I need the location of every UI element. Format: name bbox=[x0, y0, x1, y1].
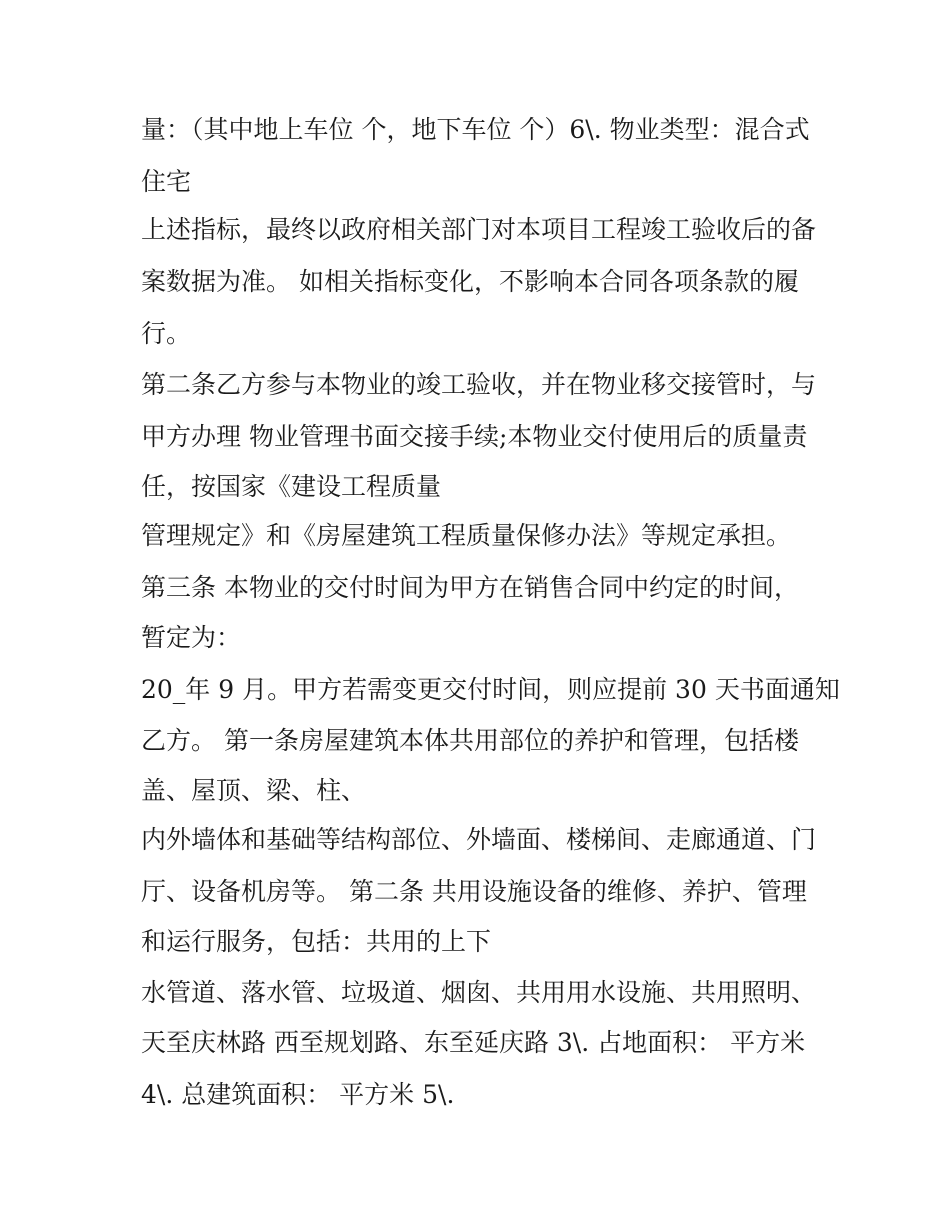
text-line: 水管道、落水管、垃圾道、烟囱、共用用水设施、共用照明、 bbox=[141, 978, 817, 1007]
text-line: 乙方。 第一条房屋建筑本体共用部位的养护和管理，包括楼 bbox=[141, 726, 799, 755]
text-line: 量：（其中地上车位 个，地下车位 个）6\. 物业类型：混合式 bbox=[141, 115, 810, 144]
text-line: 盖、屋顶、梁、柱、 bbox=[141, 776, 367, 805]
text-line: 甲方办理 物业管理书面交接手续;本物业交付使用后的质量责 bbox=[141, 422, 808, 451]
text-line: 内外墙体和基础等结构部位、外墙面、楼梯间、走廊通道、门 bbox=[141, 825, 817, 854]
text-line: 4\. 总建筑面积： 平方米 5\. bbox=[141, 1080, 455, 1109]
text-line: 20_年 9 月。甲方若需变更交付时间，则应提前 30 天书面通知 bbox=[141, 675, 840, 704]
text-line: 第二条乙方参与本物业的竣工验收，并在物业移交接管时，与 bbox=[141, 370, 817, 399]
text-line: 上述指标，最终以政府相关部门对本项目工程竣工验收后的备 bbox=[141, 215, 817, 244]
text-line: 行。 bbox=[141, 319, 192, 348]
text-line: 案数据为准。 如相关指标变化，不影响本合同各项条款的履 bbox=[141, 267, 799, 296]
text-line: 管理规定》和《房屋建筑工程质量保修办法》等规定承担。 bbox=[141, 521, 792, 550]
text-line: 天至庆林路 西至规划路、东至延庆路 3\. 占地面积： 平方米 bbox=[141, 1028, 806, 1057]
text-line: 任，按国家《建设工程质量 bbox=[141, 472, 442, 501]
text-line: 第三条 本物业的交付时间为甲方在销售合同中约定的时间， bbox=[141, 573, 799, 602]
text-line: 厅、设备机房等。 第二条 共用设施设备的维修、养护、管理 bbox=[141, 877, 807, 906]
text-line: 住宅 bbox=[141, 167, 192, 196]
text-line: 和运行服务，包括：共用的上下 bbox=[141, 927, 492, 956]
text-line: 暂定为： bbox=[141, 623, 242, 652]
